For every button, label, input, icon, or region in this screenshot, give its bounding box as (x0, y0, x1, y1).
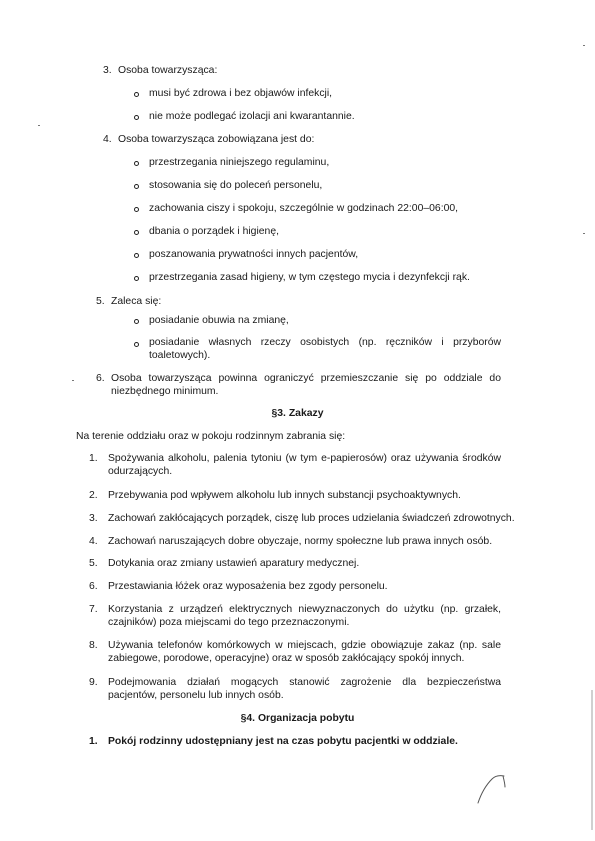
scan-speck (583, 45, 585, 46)
bullet-item: posiadanie własnych rzeczy osobistych (np. ręczników i przyborów toaletowych). (149, 337, 501, 361)
list-item-text: Korzystania z urządzeń elektrycznych niewyznaczonych do użytku (np. grzałek, czajników) poza miejscami do tego przeznaczonymi. (108, 604, 501, 628)
bullet-icon (134, 184, 139, 189)
bullet-icon (134, 319, 139, 324)
bullet-item: stosowania się do poleceń personelu, (149, 180, 323, 191)
list-number: 5. (89, 558, 98, 569)
scan-edge (591, 690, 593, 830)
list-number: 2. (89, 490, 98, 501)
list-number: 7. (89, 604, 98, 615)
list-number: 8. (89, 640, 98, 651)
list-number: 3. (89, 513, 98, 524)
list-number: 6. (89, 581, 98, 592)
bullet-icon (134, 92, 139, 97)
scan-speck (38, 125, 40, 126)
list-item-text: Używania telefonów komórkowych w miejscach, gdzie obowiązuje zakaz (np. sale zabiegowe, porodowe, operacyjne) oraz w sposób zakłócający spokój innych. (108, 640, 501, 664)
list-item-text: Osoba towarzysząca: (118, 65, 218, 76)
bullet-item: przestrzegania zasad higieny, w tym częstego mycia i dezynfekcji rąk. (149, 272, 470, 283)
list-number: 4. (103, 134, 112, 145)
list-item-text: Zachowań naruszających dobre obyczaje, normy społeczne lub prawa innych osób. (108, 536, 493, 547)
bullet-icon (134, 230, 139, 235)
list-item-text: Spożywania alkoholu, palenia tytoniu (w tym e-papierosów) oraz używania środków odurzających. (108, 453, 501, 477)
bullet-icon (134, 207, 139, 212)
bullet-item: poszanowania prywatności innych pacjentów, (149, 249, 359, 260)
list-number: 9. (89, 677, 98, 688)
bullet-icon (134, 342, 139, 347)
initials-mark (468, 772, 518, 806)
bullet-icon (134, 161, 139, 166)
list-number: 5. (96, 296, 105, 307)
scan-speck (72, 380, 74, 381)
list-item-text: Pokój rodzinny udostępniany jest na czas pobytu pacjentki w oddziale. (108, 736, 458, 747)
list-item-text: Przebywania pod wpływem alkoholu lub innych substancji psychoaktywnych. (108, 490, 461, 501)
list-number: 6. (96, 373, 105, 384)
bullet-item: zachowania ciszy i spokoju, szczególnie w godzinach 22:00–06:00, (149, 203, 459, 214)
bullet-item: musi być zdrowa i bez objawów infekcji, (149, 88, 333, 99)
list-number: 3. (103, 65, 112, 76)
list-item-text: Osoba towarzysząca zobowiązana jest do: (118, 134, 315, 145)
list-item-text: Dotykania oraz zmiany ustawień aparatury medycznej. (108, 558, 360, 569)
bullet-item: posiadanie obuwia na zmianę, (149, 315, 289, 326)
list-number: 1. (89, 453, 98, 464)
section-intro: Na terenie oddziału oraz w pokoju rodzinnym zabrania się: (76, 431, 346, 442)
bullet-item: nie może podlegać izolacji ani kwarantannie. (149, 111, 355, 122)
list-item-text: Zachowań zakłócających porządek, ciszę lub proces udzielania świadczeń zdrowotnych. (108, 513, 515, 524)
list-item-text: Zaleca się: (111, 296, 162, 307)
list-item-text: Podejmowania działań mogących stanowić zagrożenie dla bezpieczeństwa pacjentów, personelu lub innych osób. (108, 677, 501, 701)
scan-speck (583, 233, 585, 234)
list-item-text: Osoba towarzysząca powinna ograniczyć przemieszczanie się po oddziale do niezbędnego minimum. (111, 373, 501, 397)
list-number: 4. (89, 536, 98, 547)
list-number: 1. (89, 736, 98, 747)
section-heading: §4. Organizacja pobytu (240, 713, 355, 724)
bullet-icon (134, 115, 139, 120)
bullet-icon (134, 253, 139, 258)
bullet-item: dbania o porządek i higienę, (149, 226, 279, 237)
section-heading: §3. Zakazy (271, 408, 324, 419)
bullet-icon (134, 276, 139, 281)
bullet-item: przestrzegania niniejszego regulaminu, (149, 157, 330, 168)
list-item-text: Przestawiania łóżek oraz wyposażenia bez zgody personelu. (108, 581, 388, 592)
